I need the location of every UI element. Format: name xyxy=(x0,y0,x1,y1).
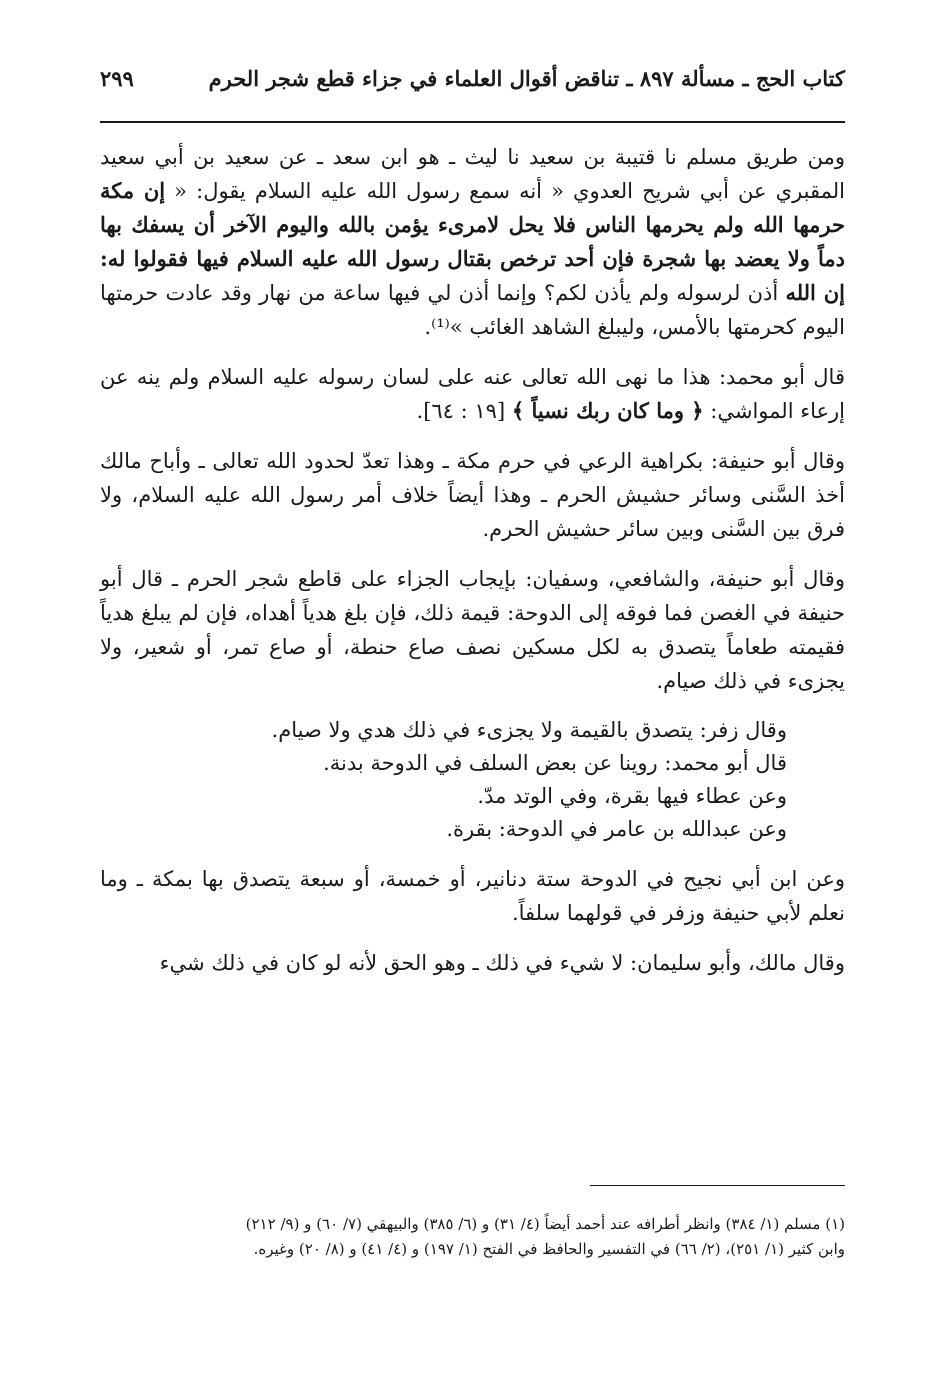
hadith-continuation: أذن لرسوله ولم يأذن لكم؟ وإنما أذن لي فيها ساعة من نهار وقد عادت حرمتها اليوم كحرمتها بالأمس، وليبلغ الشاهد الغائب »⁽¹⁾. xyxy=(100,281,845,339)
paragraph-penalty-opinions: وقال أبو حنيفة، والشافعي، وسفيان: بإيجاب الجزاء على قاطع شجر الحرم ـ قال أبو حنيفة في الغصن فما فوقه إلى الدوحة: قيمة ذلك، فإن بلغ هدياً أهداه، فإن لم يبلغ هدياً فقيمته طعاماً يتصدق به لكل مسكين نصف صاع حنطة، أو صاع تمر، أو شعير، ولا يجزىء في ذلك صيام. xyxy=(100,567,845,693)
list-item: وقال زفر: يتصدق بالقيمة ولا يجزىء في ذلك هدي ولا صيام. xyxy=(271,718,787,742)
footnote-divider xyxy=(590,1185,845,1186)
quran-verse: ﴿ وما كان ربك نسياً ﴾ xyxy=(511,398,704,423)
list-item: وعن عبدالله بن عامر في الدوحة: بقرة. xyxy=(446,817,787,841)
footnote-line: وابن كثير (١/ ٢٥١)، (٢/ ٦٦) في التفسير والحافظ في الفتح (١/ ١٩٧) و (٤/ ٤١) و (٨/ ٢٠) وغيره. xyxy=(253,1240,845,1258)
short-opinions-list xyxy=(100,714,845,846)
verse-reference: [١٩ : ٦٤]. xyxy=(416,399,512,423)
narration-chain: ومن طريق مسلم نا قتيبة بن سعيد نا ليث ـ هو ابن سعد ـ عن سعيد بن أبي سعيد المقبري عن أبي شريح العدوي « أنه سمع رسول الله عليه السلام يقول: « xyxy=(100,145,846,203)
list-item: وعن عطاء فيها بقرة، وفي الوتد مدّ. xyxy=(477,784,787,808)
hadith-text: إن مكة حرمها الله ولم يحرمها الناس فلا يحل لامرىء يؤمن بالله واليوم الآخر أن يسفك بها دماً ولا يعضد بها شجرة فإن أحد ترخص بقتال رسول الله عليه السلام فيها فقولوا له: إن الله xyxy=(100,178,845,305)
paragraph-hadith-narration xyxy=(100,140,845,344)
running-title: كتاب الحج ـ مسألة ٨٩٧ ـ تناقض أقوال العلماء في جزاء قطع شجر الحرم xyxy=(208,66,845,91)
paragraph-ibn-abi-najih: وعن ابن أبي نجيح في الدوحة ستة دنانير، أو خمسة، أو سبعة يتصدق بها بمكة ـ وما نعلم لأبي حنيفة وزفر في قولهما سلفاً. xyxy=(100,867,845,925)
paragraph-abu-hanifa-grazing: وقال أبو حنيفة: بكراهية الرعي في حرم مكة ـ وهذا تعدّ لحدود الله تعالى ـ وأباح مالك أخذ السَّنى وسائر حشيش الحرم ـ وهذا أيضاً خلاف أمر رسول الله عليه السلام، ولا فرق بين السَّنى وبين سائر حشيش الحرم. xyxy=(100,449,846,541)
footnotes xyxy=(100,1212,845,1262)
paragraph-abu-muhammad xyxy=(100,360,845,428)
main-text xyxy=(100,140,845,980)
paragraph-malik: وقال مالك، وأبو سليمان: لا شيء في ذلك ـ وهو الحق لأنه لو كان في ذلك شيء xyxy=(159,951,845,975)
footnote-line: (١) مسلم (١/ ٣٨٤) وانظر أطرافه عند أحمد أيضاً (٤/ ٣١) و (٦/ ٣٨٥) والبيهقي (٧/ ٦٠) و (٩/ ٢١٢) xyxy=(245,1215,845,1233)
commentary-text: قال أبو محمد: هذا ما نهى الله تعالى عنه على لسان رسوله عليه السلام ولم ينه عن إرعاء المواشي: xyxy=(100,365,845,423)
header-divider xyxy=(100,121,845,123)
list-item: قال أبو محمد: روينا عن بعض السلف في الدوحة بدنة. xyxy=(323,751,787,775)
page-number: ٢٩٩ xyxy=(100,66,134,91)
page-header xyxy=(100,62,845,102)
